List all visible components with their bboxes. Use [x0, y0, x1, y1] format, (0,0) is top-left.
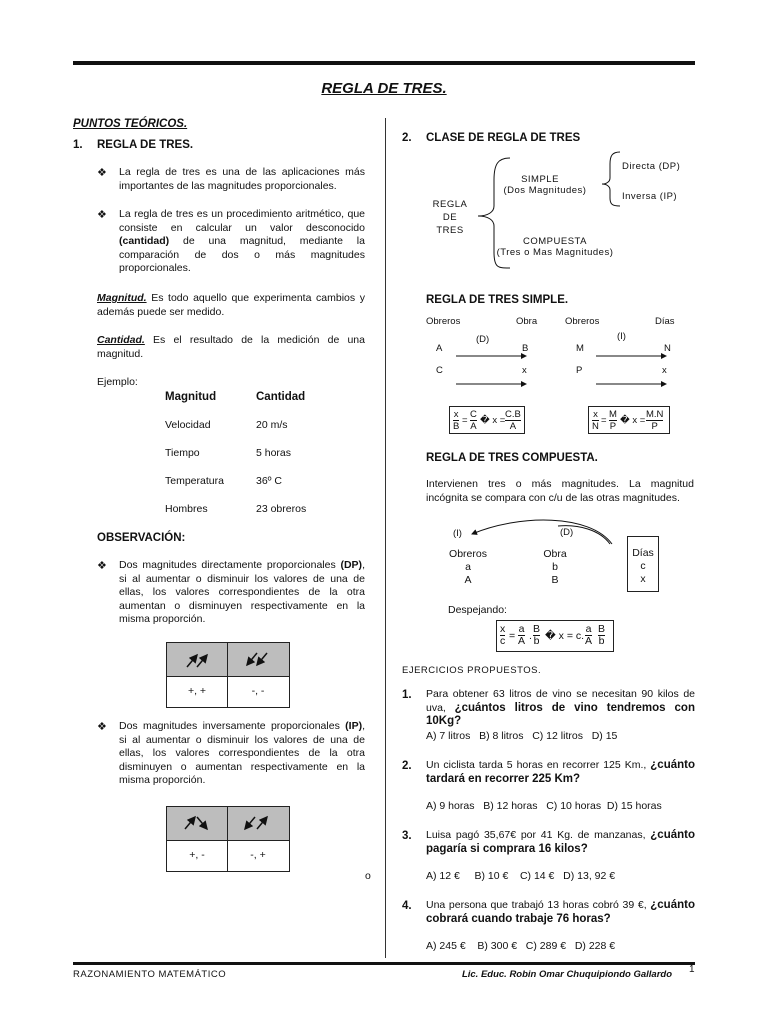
ejercicios-header: EJERCICIOS PROPUESTOS.: [402, 665, 542, 676]
arrows-down-left-icon: [245, 649, 271, 671]
tree-compuesta-sub: (Tres o Mas Magnitudes): [496, 247, 614, 258]
circle-mark: o: [365, 870, 371, 882]
table-cell: 20 m/s: [256, 419, 288, 431]
item2-label: CLASE DE REGLA DE TRES: [426, 132, 581, 144]
ip-sign-table: [166, 806, 290, 872]
exercise-number: 2.: [402, 760, 412, 772]
simple-inverse-col1: Obreros: [565, 316, 600, 327]
table-cell: 23 obreros: [256, 503, 307, 515]
direct-arrows: [454, 350, 534, 390]
simple-inverse-r2a: P: [576, 365, 583, 376]
ip-sign-a: +, -: [189, 849, 205, 861]
exercise-text: Un ciclista tarda 5 horas en recorrer 125 Km., ¿cuánto tardará en recorrer 225 Km?: [426, 759, 696, 785]
table-cell: 5 horas: [256, 447, 292, 459]
diamond-bullet-icon: ❖: [97, 209, 107, 221]
simple-direct-r2a: C: [436, 365, 443, 376]
simple-inverse-r1a: M: [576, 343, 584, 354]
ip-sign-b: -, +: [250, 849, 266, 861]
simple-direct-formula: $\frac{x}{B}$ = $\frac{C}{A}$ � x = $\frac{C.B}{A}$: [449, 406, 525, 434]
exercise-options: A) 245 € B) 300 € C) 289 € D) 228 €: [426, 940, 616, 952]
simple-inverse-formula: $\frac{x}{N}$ = $\frac{M}{P}$ � x = $\frac{M.N}{P}$: [588, 406, 670, 434]
exercise-text: Luisa pagó 35,67€ por 41 Kg. de manzanas, ¿cuánto pagaría si comprara 16 kilos?: [426, 829, 696, 855]
magnitud-definition: Magnitud. Es todo aquello que experimenta cambios y además puede ser medido.: [97, 292, 365, 318]
exercise-number: 3.: [402, 830, 412, 842]
tree-compuesta: COMPUESTA: [523, 236, 587, 247]
page-number: 1: [689, 964, 695, 975]
table-cell: Velocidad: [165, 419, 211, 431]
comp-col-obra: Obra b B: [543, 548, 567, 586]
compuesta-header: REGLA DE TRES COMPUESTA.: [426, 452, 598, 464]
comp-tag-d: (D): [560, 527, 574, 538]
diamond-bullet-icon: ❖: [97, 721, 107, 733]
footer-left: RAZONAMIENTO MATEMÁTICO: [73, 969, 227, 980]
item1-number: 1.: [73, 139, 83, 151]
table-cell: Hombres: [165, 503, 208, 515]
cantidad-definition: Cantidad. Es el resultado de la medición de una magnitud.: [97, 334, 365, 360]
top-rule: [73, 61, 695, 65]
item1-label: REGLA DE TRES.: [97, 139, 194, 151]
exercise-text: Para obtener 63 litros de vino se necesitan 90 kilos de uva, ¿cuántos litros de vino tendremos con 10Kg?: [426, 688, 695, 727]
comp-col-obreros: Obreros a A: [449, 548, 487, 586]
table-cell: 36º C: [256, 475, 283, 487]
dp-sign-b: -, -: [251, 685, 265, 697]
despejando-formula: $\frac{x}{c}$ = $\frac{a}{A}$ . $\frac{B}{b}$ � x = c. $\frac{a}{A}$ $\frac{B}{b}$: [496, 620, 614, 652]
arrows-mixed-icon: [243, 813, 271, 835]
inverse-arrows: [594, 350, 674, 390]
arrows-up-right-icon: [185, 649, 211, 671]
exercise-number: 4.: [402, 900, 412, 912]
section-header: PUNTOS TEÓRICOS.: [73, 118, 188, 130]
exercise-options: A) 7 litros B) 8 litros C) 12 litros D) 15: [426, 730, 618, 742]
simple-direct-col2: Obra: [516, 316, 538, 327]
table-header-magnitud: Magnitud: [165, 391, 217, 403]
simple-direct-r2b: x: [522, 365, 527, 376]
compuesta-text: Intervienen tres o más magnitudes. La magnitud incógnita se compara con c/u de las otras magnitudes.: [426, 478, 694, 504]
bullet1-text: La regla de tres es una de las aplicaciones más importantes de las magnitudes proporcionales.: [119, 166, 365, 192]
tree-simple: SIMPLE: [521, 174, 559, 185]
simple-direct-tag: (D): [476, 334, 490, 345]
exercise-number: 1.: [402, 689, 412, 701]
simple-direct-r1b: B: [522, 343, 529, 354]
table-header-cantidad: Cantidad: [256, 391, 306, 403]
simple-header: REGLA DE TRES SIMPLE.: [426, 294, 569, 306]
tree-inversa: Inversa (IP): [622, 191, 678, 202]
exercise-options: A) 12 € B) 10 € C) 14 € D) 13, 92 €: [426, 870, 616, 882]
bottom-rule: [73, 962, 695, 965]
tree-simple-sub: (Dos Magnitudes): [503, 185, 587, 196]
comp-tag-i: (I): [453, 528, 462, 539]
comp-col-dias: Días c x: [627, 536, 659, 592]
exercise-text: Una persona que trabajó 13 horas cobró 39 €, ¿cuánto cobrará cuando trabaje 76 horas?: [426, 899, 695, 925]
simple-inverse-col2: Días: [655, 316, 675, 327]
arrows-mixed-icon: [183, 813, 211, 835]
simple-inverse-r1b: N: [664, 343, 671, 354]
bullet2-text: La regla de tres es un procedimiento aritmético, que consiste en calcular un valor desconocido (cantidad) de una magnitud, mediante la comparación de dos o más magnitudes proporcionales.: [119, 208, 365, 274]
dp-text: Dos magnitudes directamente proporcionales (DP), si al aumentar o disminuir los valores de una de ellas, los valores correspondientes de la otra aumentan o disminuyen respectivamente en la misma proporción.: [119, 559, 365, 625]
ip-text: Dos magnitudes inversamente proporcionales (IP), si al aumentar o disminuir los valores de una de ellas, los valores correspondientes de la otra disminuyen o aumentan respectivamente en la misma proporción.: [119, 720, 365, 786]
simple-direct-r1a: A: [436, 343, 443, 354]
tree-directa: Directa (DP): [622, 161, 681, 172]
column-divider: [385, 118, 386, 958]
item2-number: 2.: [402, 132, 412, 144]
page-title: REGLA DE TRES.: [321, 80, 447, 97]
dp-sign-table: [166, 642, 290, 708]
observacion-header: OBSERVACIÓN:: [97, 532, 186, 544]
simple-direct-col1: Obreros: [426, 316, 461, 327]
diamond-bullet-icon: ❖: [97, 560, 107, 572]
exercise-options: A) 9 horas B) 12 horas C) 10 horas D) 15 horas: [426, 800, 662, 812]
tree-root: REGLA DE TRES: [432, 199, 468, 236]
diamond-bullet-icon: ❖: [97, 167, 107, 179]
table-cell: Temperatura: [165, 475, 224, 487]
table-cell: Tiempo: [165, 447, 200, 459]
dp-sign-a: +, +: [187, 685, 207, 697]
ejemplo-label: Ejemplo:: [97, 376, 138, 388]
simple-inverse-tag: (I): [617, 331, 626, 342]
footer-author: Lic. Educ. Robin Omar Chuquipiondo Gallardo: [461, 969, 672, 980]
despejando-label: Despejando:: [448, 604, 507, 616]
simple-inverse-r2b: x: [662, 365, 667, 376]
